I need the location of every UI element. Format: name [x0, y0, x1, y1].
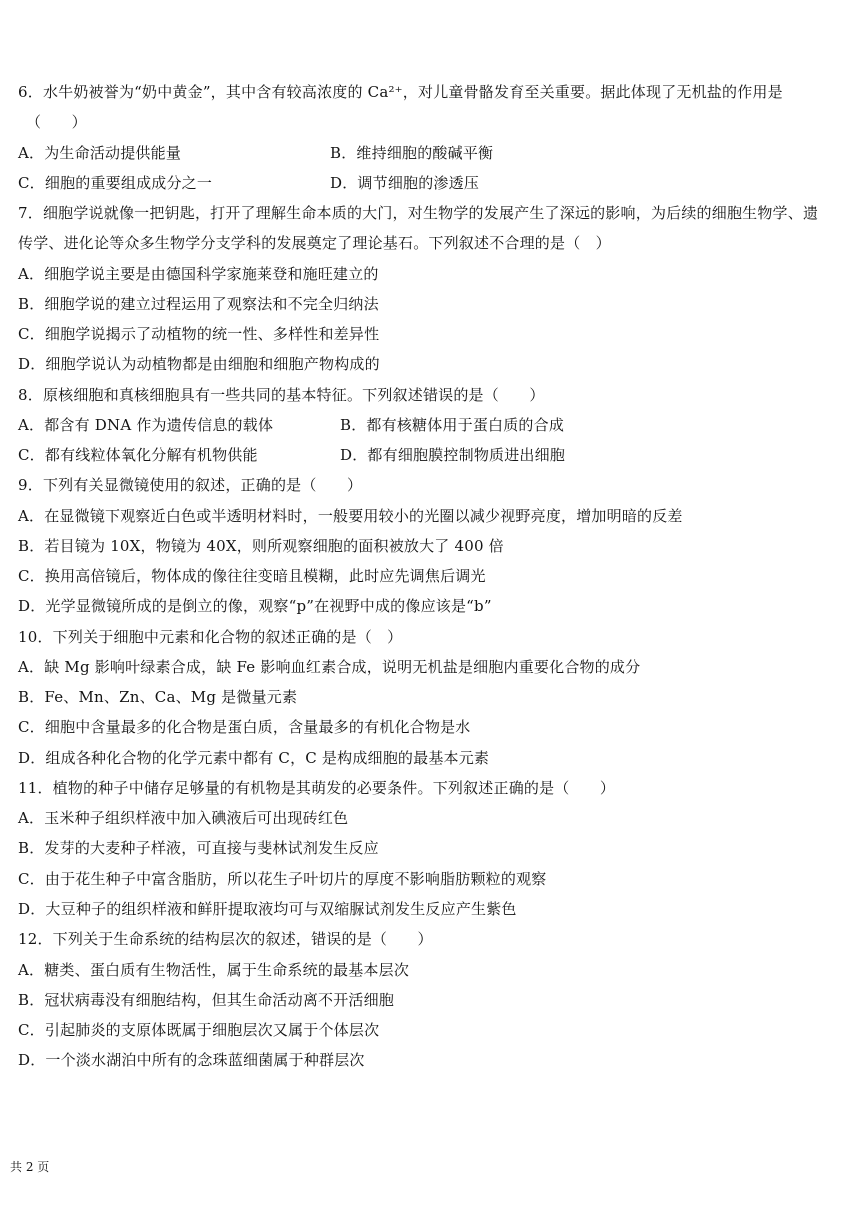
option-c: C．都有线粒体氧化分解有机物供能	[18, 446, 258, 464]
question-stem-line: 10．下列关于细胞中元素和化合物的叙述正确的是（ ）	[18, 628, 403, 646]
option-b: B．冠状病毒没有细胞结构，但其生命活动离不开活细胞	[18, 991, 395, 1009]
option-c: C．引起肺炎的支原体既属于细胞层次又属于个体层次	[18, 1021, 380, 1039]
option-a: A．都含有 DNA 作为遗传信息的载体	[18, 416, 274, 434]
option-c: C．由于花生种子中富含脂肪，所以花生子叶切片的厚度不影响脂肪颗粒的观察	[18, 870, 547, 888]
question-stem-line: 6．水牛奶被誉为“奶中黄金”，其中含有较高浓度的 Ca²⁺，对儿童骨骼发育至关重要。据此体现了无机盐的作用是	[18, 83, 783, 101]
page-footer: 共 2 页	[10, 1160, 50, 1174]
option-d: D．调节细胞的渗透压	[330, 174, 480, 192]
option-b: B．发芽的大麦种子样液，可直接与斐林试剂发生反应	[18, 839, 379, 857]
option-c: C．细胞的重要组成成分之一	[18, 174, 213, 192]
question-stem-line: 11．植物的种子中储存足够量的有机物是其萌发的必要条件。下列叙述正确的是（ ）	[18, 779, 616, 797]
option-c: C．换用高倍镜后，物体成的像往往变暗且模糊，此时应先调焦后调光	[18, 567, 486, 585]
option-d: D．都有细胞膜控制物质进出细胞	[340, 446, 566, 464]
option-a: A．缺 Mg 影响叶绿素合成，缺 Fe 影响血红素合成，说明无机盐是细胞内重要化合物的成分	[18, 658, 641, 676]
option-a: A．糖类、蛋白质有生物活性，属于生命系统的最基本层次	[18, 961, 410, 979]
question-stem-line: 9．下列有关显微镜使用的叙述，正确的是（ ）	[18, 476, 363, 494]
option-a: A．为生命活动提供能量	[18, 144, 182, 162]
option-c: C．细胞学说揭示了动植物的统一性、多样性和差异性	[18, 325, 380, 343]
option-b: B．维持细胞的酸碱平衡	[330, 144, 494, 162]
option-d: D．细胞学说认为动植物都是由细胞和细胞产物构成的	[18, 355, 380, 373]
question-stem-line: （ ）	[26, 113, 87, 131]
option-b: B．都有核糖体用于蛋白质的合成	[340, 416, 565, 434]
option-a: A．在显微镜下观察近白色或半透明材料时，一般要用较小的光圈以减少视野亮度，增加明暗的反差	[18, 507, 683, 525]
option-d: D．一个淡水湖泊中所有的念珠蓝细菌属于种群层次	[18, 1051, 365, 1069]
question-stem-line: 8．原核细胞和真核细胞具有一些共同的基本特征。下列叙述错误的是（ ）	[18, 386, 545, 404]
option-b: B．细胞学说的建立过程运用了观察法和不完全归纳法	[18, 295, 379, 313]
question-stem-line: 7．细胞学说就像一把钥匙，打开了理解生命本质的大门，对生物学的发展产生了深远的影响，为后续的细胞生物学、遗	[18, 204, 819, 222]
option-d: D．组成各种化合物的化学元素中都有 C，C 是构成细胞的最基本元素	[18, 749, 490, 767]
option-d: D．光学显微镜所成的是倒立的像，观察“p”在视野中成的像应该是“b”	[18, 597, 492, 615]
option-a: A．玉米种子组织样液中加入碘液后可出现砖红色	[18, 809, 349, 827]
question-stem-line: 传学、进化论等众多生物学分支学科的发展奠定了理论基石。下列叙述不合理的是（ ）	[18, 234, 611, 252]
option-b: B．若目镜为 10X，物镜为 40X，则所观察细胞的面积被放大了 400 倍	[18, 537, 504, 555]
question-stem-line: 12．下列关于生命系统的结构层次的叙述，错误的是（ ）	[18, 930, 433, 948]
option-a: A．细胞学说主要是由德国科学家施莱登和施旺建立的	[18, 265, 379, 283]
option-b: B．Fe、Mn、Zn、Ca、Mg 是微量元素	[18, 688, 298, 706]
option-c: C．细胞中含量最多的化合物是蛋白质，含量最多的有机化合物是水	[18, 718, 471, 736]
option-d: D．大豆种子的组织样液和鲜肝提取液均可与双缩脲试剂发生反应产生紫色	[18, 900, 517, 918]
